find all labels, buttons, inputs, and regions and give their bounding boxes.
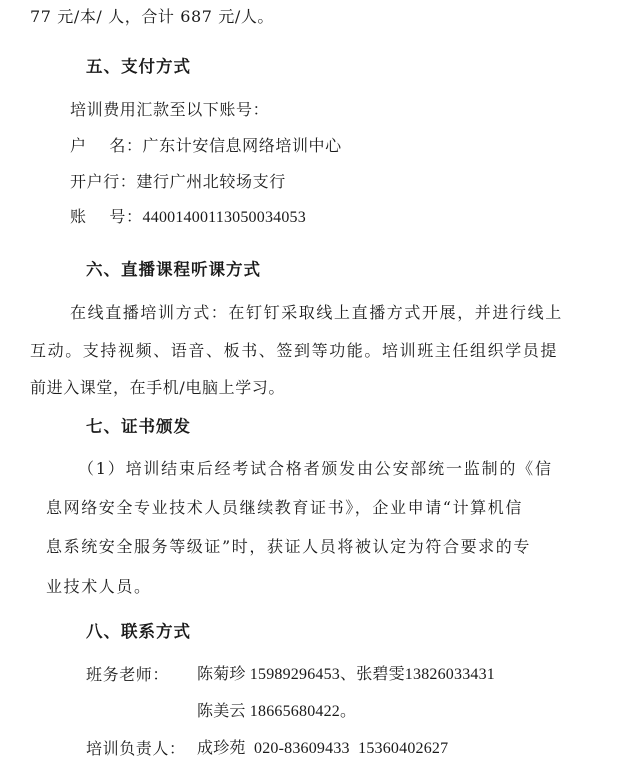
section-6-heading: 六、直播课程听课方式 xyxy=(86,260,261,279)
section-6-para-line-1: 在线直播培训方式：在钉钉采取线上直播方式开展，并进行线上 xyxy=(70,303,563,322)
account-number-value: 44001400113050034053 xyxy=(142,209,306,226)
section-7-para-line-3: 息系统安全服务等级证”时，获证人员将被认定为符合要求的专 xyxy=(46,537,531,556)
bank-line: 开户行：建行广州北较场支行 xyxy=(70,172,286,191)
section-8-heading: 八、联系方式 xyxy=(86,622,191,641)
section-7-para-line-2: 息网络安全专业技术人员继续教育证书》，企业申请“计算机信 xyxy=(46,498,523,517)
section-6-para-line-2: 互动。支持视频、语音、板书、签到等功能。培训班主任组织学员提 xyxy=(30,341,559,360)
section-7-para-line-4: 业技术人员。 xyxy=(46,577,152,596)
fee-summary-line: 77 元/本/ 人，合计 687 元/人。 xyxy=(30,7,275,26)
section-6-para-line-3: 前进入课堂，在手机/电脑上学习。 xyxy=(30,378,285,397)
lead-label: 培训负责人： xyxy=(86,739,186,758)
teacher-contact-2: 陈美云 18665680422。 xyxy=(197,703,357,720)
teacher-label: 班务老师： xyxy=(86,665,170,684)
section-7-para-line-1: （1）培训结束后经考试合格者颁发由公安部统一监制的《信 xyxy=(78,459,553,478)
teacher-contact-1: 陈菊珍 15989296453、张碧雯13826033431 xyxy=(197,666,496,683)
account-name-line: 户 名：广东计安信息网络培训中心 xyxy=(70,136,342,155)
payment-intro: 培训费用汇款至以下账号： xyxy=(70,100,270,119)
section-5-heading: 五、支付方式 xyxy=(86,57,191,76)
section-7-heading: 七、证书颁发 xyxy=(86,417,191,436)
lead-contact: 成珍苑 020-83609433 15360402627 xyxy=(197,740,449,757)
account-number-label: 账 号： xyxy=(70,207,143,226)
account-number-line xyxy=(70,206,306,229)
